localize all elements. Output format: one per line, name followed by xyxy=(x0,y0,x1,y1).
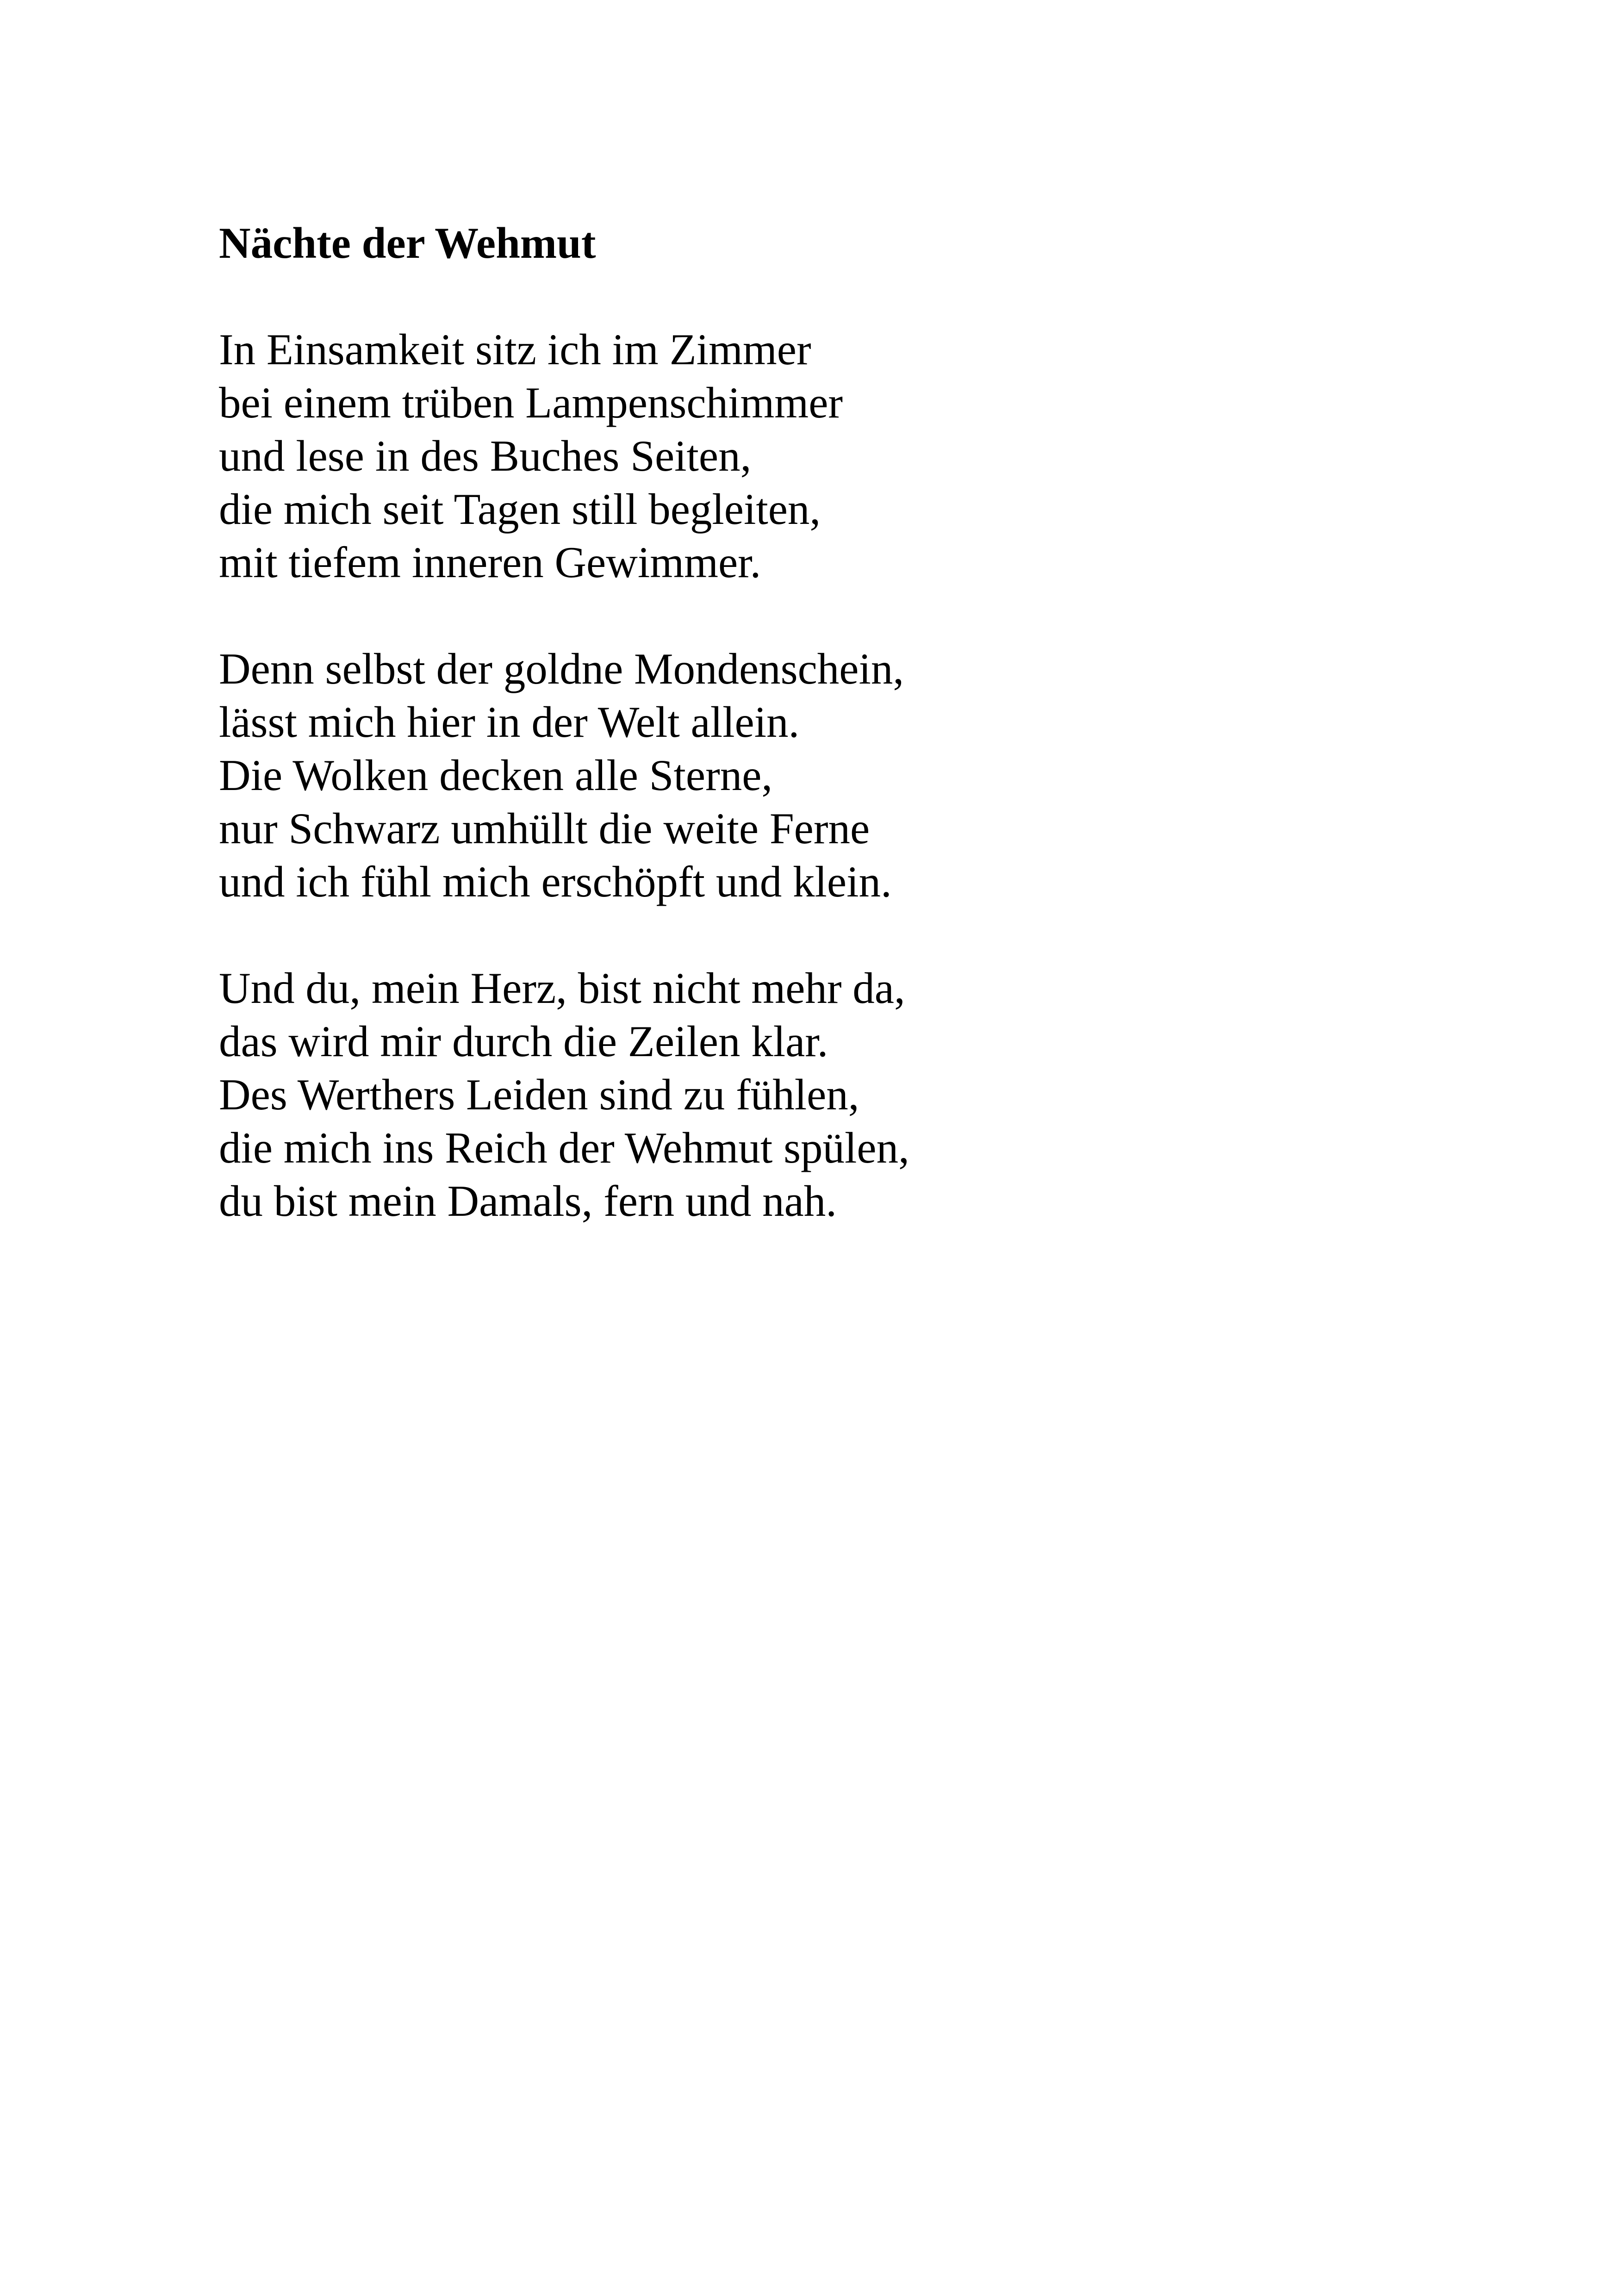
verse-line: lässt mich hier in der Welt allein. xyxy=(219,697,800,747)
verse-line: bei einem trüben Lampenschimmer xyxy=(219,378,843,427)
verse-line: Denn selbst der goldne Mondenschein, xyxy=(219,644,904,693)
stanza-3 xyxy=(219,962,1469,1228)
verse-line: mit tiefem inneren Gewimmer. xyxy=(219,538,761,587)
verse-line: In Einsamkeit sitz ich im Zimmer xyxy=(219,325,811,374)
stanza-2 xyxy=(219,642,1469,908)
poem xyxy=(219,217,1469,1228)
verse-line: die mich seit Tagen still begleiten, xyxy=(219,485,821,534)
verse-line: du bist mein Damals, fern und nah. xyxy=(219,1176,837,1226)
verse-line: Die Wolken decken alle Sterne, xyxy=(219,751,773,800)
verse-line: die mich ins Reich der Wehmut spülen, xyxy=(219,1123,909,1172)
poem-title: Nächte der Wehmut xyxy=(219,218,596,268)
verse-line: nur Schwarz umhüllt die weite Ferne xyxy=(219,804,870,853)
stanza-1 xyxy=(219,323,1469,589)
verse-line: Und du, mein Herz, bist nicht mehr da, xyxy=(219,964,905,1013)
verse-line: und lese in des Buches Seiten, xyxy=(219,431,752,480)
verse-line: das wird mir durch die Zeilen klar. xyxy=(219,1017,828,1066)
verse-line: Des Werthers Leiden sind zu fühlen, xyxy=(219,1070,859,1119)
verse-line: und ich fühl mich erschöpft und klein. xyxy=(219,857,892,906)
